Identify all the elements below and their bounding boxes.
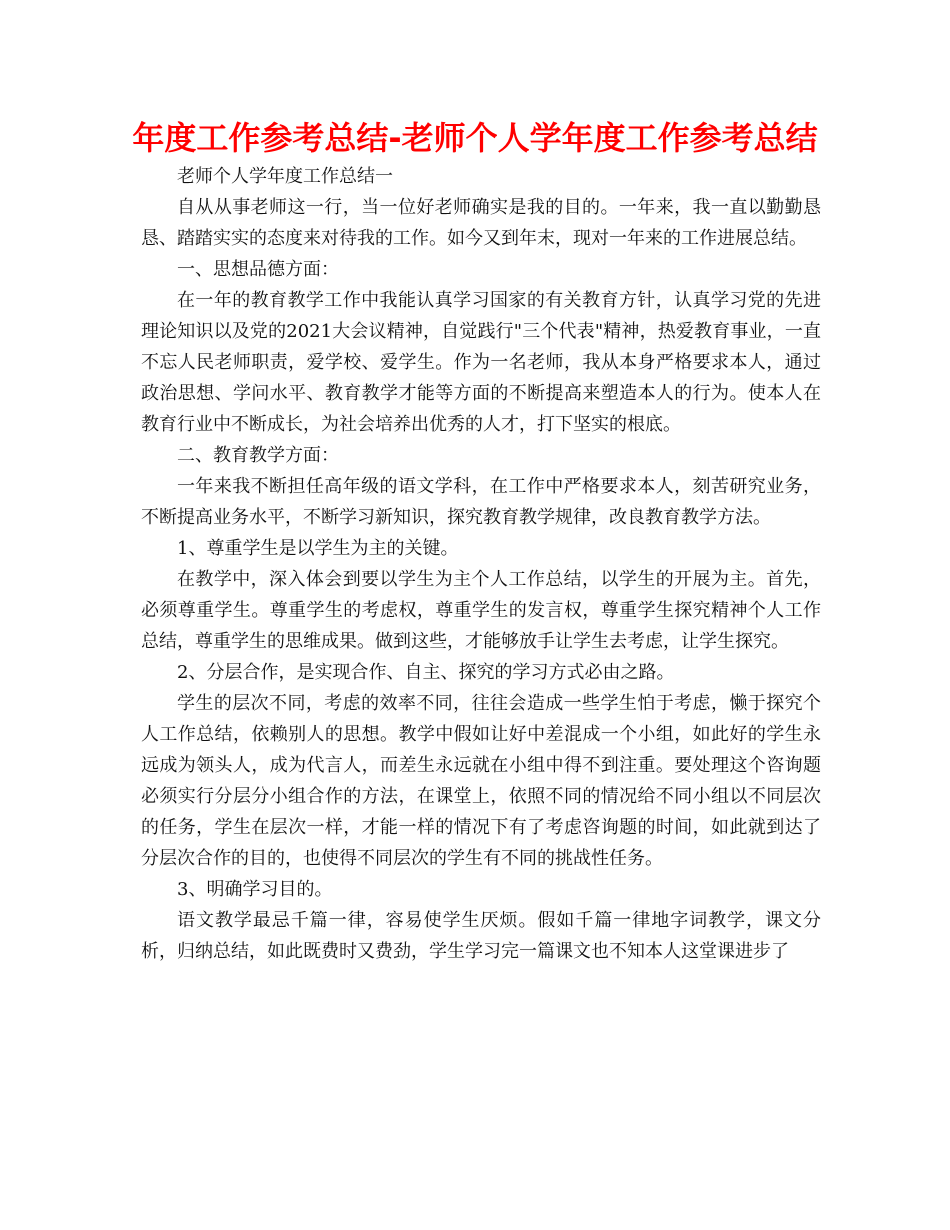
section-heading-ideology: 一、思想品德方面： [177, 259, 339, 280]
document-title: 年度工作参考总结-老师个人学年度工作参考总结 [132, 119, 818, 157]
point-paragraph-2: 学生的层次不同，考虑的效率不同，往往会造成一些学生怕于考虑，懒于探究个人工作总结，依赖别人的思想。教学中假如让好中差混成一个小组，如此好的学生永远成为领头人，成为代言人，而差生永远就在小组中得不到注重。要处理这个咨询题必须实行分层分小组合作的方法，在课堂上，依照不同的情况给不同小组以不同层次的任务，学生在层次一样，才能一样的情况下有了考虑咨询题的时间，如此就到达了分层次合作的目的，也使得不同层次的学生有不同的挑战性任务。 [141, 693, 821, 869]
document-body [141, 161, 821, 967]
intro-paragraph: 自从从事老师这一行，当一位好老师确实是我的目的。一年来，我一直以勤勤恳恳、踏踏实实的态度来对待我的工作。如今又到年末，现对一年来的工作进展总结。 [141, 197, 821, 249]
teaching-paragraph: 一年来我不断担任高年级的语文学科，在工作中严格要求本人，刻苦研究业务，不断提高业务水平，不断学习新知识，探究教育教学规律，改良教育教学方法。 [141, 476, 821, 528]
section-heading-teaching: 二、教育教学方面： [177, 445, 339, 466]
ideology-paragraph: 在一年的教育教学工作中我能认真学习国家的有关教育方针，认真学习党的先进理论知识以及党的2021大会议精神，自觉践行"三个代表"精神，热爱教育事业，一直不忘人民老师职责，爱学校、爱学生。作为一名老师，我从本身严格要求本人，通过政治思想、学问水平、教育教学才能等方面的不断提高来塑造本人的行为。使本人在教育行业中不断成长，为社会培养出优秀的人才，打下坚实的根底。 [141, 290, 821, 435]
point-paragraph-3: 语文教学最忌千篇一律，容易使学生厌烦。假如千篇一律地字词教学，课文分析，归纳总结，如此既费时又费劲，学生学习完一篇课文也不知本人这堂课进步了 [141, 910, 821, 962]
point-paragraph-1: 在教学中，深入体会到要以学生为主个人工作总结，以学生的开展为主。首先，必须尊重学生。尊重学生的考虑权，尊重学生的发言权，尊重学生探究精神个人工作总结，尊重学生的思维成果。做到这些，才能够放手让学生去考虑，让学生探究。 [141, 569, 821, 652]
point-heading-2: 2、分层合作，是实现合作、自主、探究的学习方式必由之路。 [177, 662, 675, 683]
point-heading-3: 3、明确学习目的。 [177, 879, 333, 900]
subtitle-paragraph: 老师个人学年度工作总结一 [177, 166, 393, 187]
point-heading-1: 1、尊重学生是以学生为主的关键。 [177, 538, 459, 559]
